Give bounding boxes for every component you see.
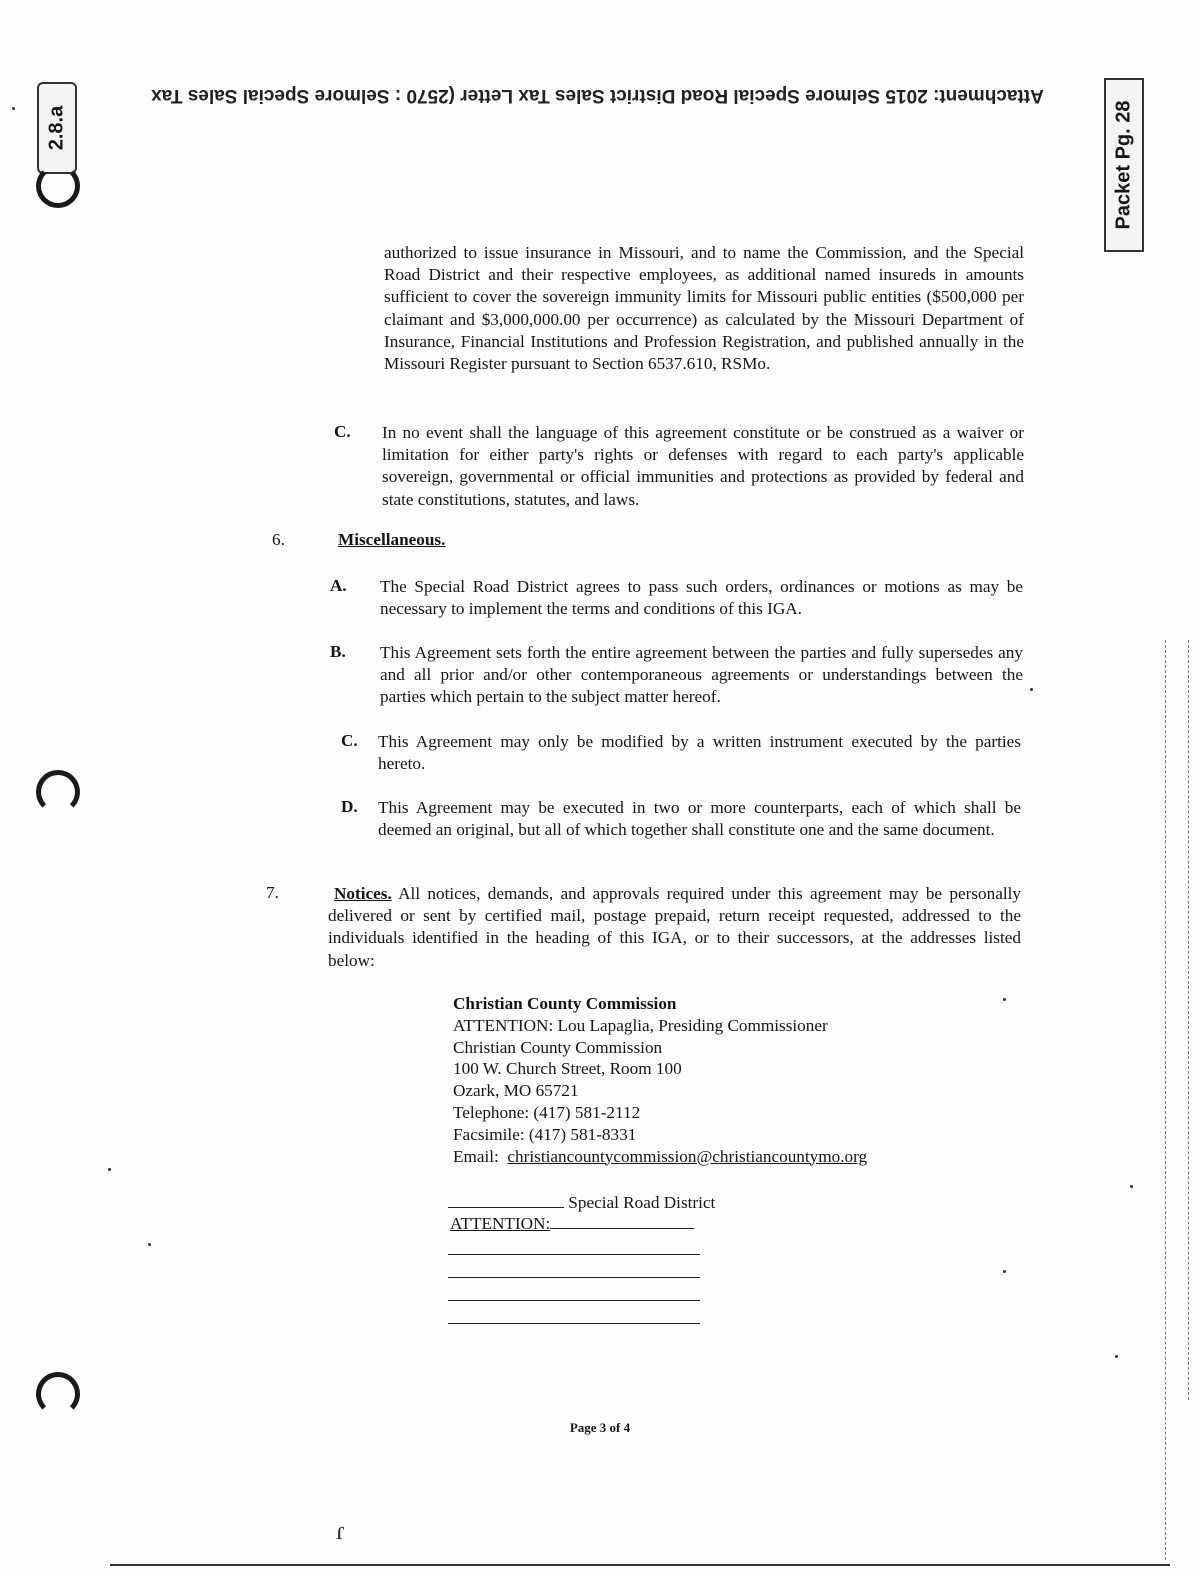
scan-speck [1003, 998, 1006, 1001]
district-label: Special Road District [568, 1193, 716, 1212]
scan-edge-right [1165, 640, 1166, 1560]
district-name-blank[interactable] [448, 1207, 564, 1208]
section-6-item-d-text: This Agreement may be executed in two or more counterparts, each of which shall be deemed an original, but all of which together shall constitute one and the same document. [378, 798, 1021, 840]
attachment-header: Attachment: 2015 Selmore Special Road District Sales Tax Letter (2570 : Selmore Special Sales Tax [151, 85, 1044, 106]
scan-speck [148, 1243, 151, 1246]
section-7-text: All notices, demands, and approvals required under this agreement may be personally delivered or sent by certified mail, postage prepaid, return receipt requested, addressed to the individuals identified in the heading of this IGA, or to their successors, at the addresses listed below: [328, 884, 1021, 970]
section-6-item-a-label: A. [330, 576, 347, 595]
address-city: Ozark, MO 65721 [453, 1081, 579, 1101]
address-email-label: Email: [453, 1146, 499, 1166]
packet-page-tab [1104, 78, 1144, 252]
address-org: Christian County Commission [453, 1037, 663, 1057]
punch-hole-bottom [36, 1372, 80, 1416]
district-attention-blank[interactable] [550, 1228, 694, 1229]
page-number: Page 3 of 4 [569, 1420, 631, 1435]
scan-speck [1130, 1185, 1133, 1188]
address-street: 100 W. Church Street, Room 100 [453, 1059, 682, 1079]
scan-edge-right-inner [1188, 640, 1189, 1400]
item-c-label: C. [334, 422, 351, 441]
scan-mark: ɾ [336, 1516, 345, 1545]
address-facsimile: Facsimile: (417) 581-8331 [453, 1124, 637, 1144]
insurance-paragraph: authorized to issue insurance in Missouri, and to name the Commission, and the Special Road District and their respective employees, as additional named insureds in amounts sufficient to cover the sovereign immunity limits for Missouri public entities ($500,000 per claimant and $3,000,000.00 per occurrence) as calculated by the Missouri Department of Insurance, Financial Institutions and Profession Registration, and published annually in the Missouri Register pursuant to Section 6537.610, RSMo. [384, 243, 1024, 374]
district-attention-row [450, 1214, 694, 1234]
address-name: Christian County Commission [453, 994, 677, 1013]
section-6-item-c-text: This Agreement may only be modified by a written instrument executed by the parties hereto. [378, 732, 1021, 774]
commission-address-block [453, 993, 973, 1167]
scan-speck [1003, 1270, 1006, 1273]
address-blank-line-1[interactable] [448, 1254, 700, 1255]
punch-hole-top [36, 164, 80, 208]
section-6-title: Miscellaneous. [338, 530, 446, 549]
address-email-link[interactable]: christiancountycommission@christiancountymo.org [507, 1146, 868, 1166]
address-attention: ATTENTION: Lou Lapaglia, Presiding Commissioner [453, 1015, 828, 1035]
district-blank-row [448, 1193, 715, 1213]
address-blank-line-2[interactable] [448, 1277, 700, 1278]
punch-hole-middle [36, 770, 80, 814]
address-email-row [453, 1146, 973, 1168]
item-tab [37, 82, 77, 174]
section-6-item-d-label: D. [341, 797, 358, 816]
address-blank-line-3[interactable] [448, 1300, 700, 1301]
scan-speck [108, 1168, 111, 1171]
section-6-number: 6. [272, 530, 285, 549]
section-6-item-b-text: This Agreement sets forth the entire agreement between the parties and fully supersedes any and all prior and/or other contemporaneous agreements or understandings between the parties which pertain to the subject matter hereof. [380, 643, 1023, 707]
section-7-paragraph [328, 883, 1021, 972]
section-7-number: 7. [266, 883, 279, 902]
scan-speck [1030, 688, 1033, 691]
section-7-title: Notices. [334, 884, 392, 903]
scan-speck [12, 107, 15, 110]
section-6-item-a-text: The Special Road District agrees to pass such orders, ordinances or motions as may be necessary to implement the terms and conditions of this IGA. [380, 577, 1023, 619]
item-c-text: In no event shall the language of this agreement constitute or be construed as a waiver or limitation for either party's rights or defenses with regard to each party's applicable sovereign, governmental or official immunities and protections as provided by federal and state constitutions, statutes, and laws. [382, 423, 1024, 509]
address-blank-line-4[interactable] [448, 1323, 700, 1324]
district-attention-label: ATTENTION: [450, 1214, 551, 1233]
packet-page-label: Packet Pg. 28 [1112, 100, 1135, 230]
section-6-item-c-label: C. [341, 731, 358, 750]
scan-speck [1115, 1355, 1118, 1358]
section-6-item-b-label: B. [330, 642, 346, 661]
address-telephone: Telephone: (417) 581-2112 [453, 1102, 641, 1122]
item-tab-label: 2.8.a [45, 105, 68, 151]
scan-edge-bottom [110, 1564, 1170, 1566]
